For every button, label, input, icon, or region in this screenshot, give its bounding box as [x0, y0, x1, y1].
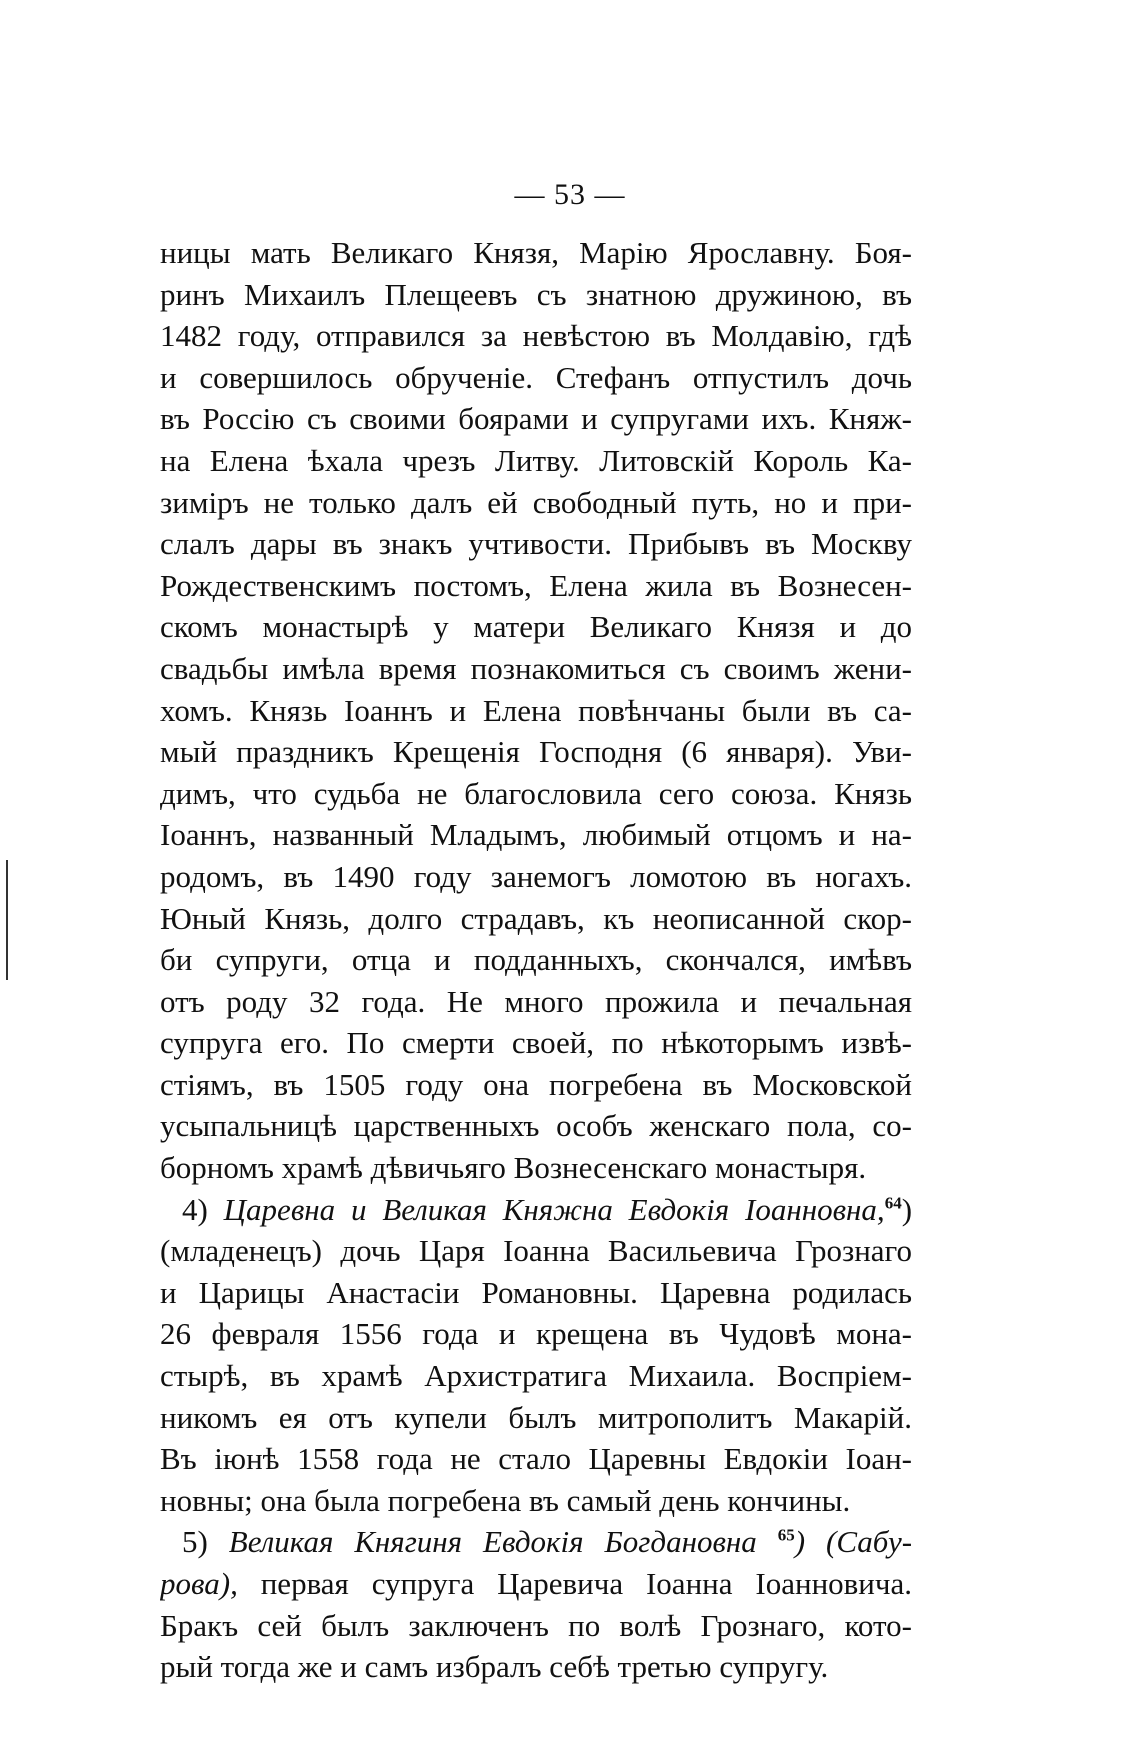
text-line: никомъ ея отъ купели былъ митрополитъ Макарій.	[160, 1399, 912, 1435]
paragraph-3-second-line	[160, 1563, 912, 1605]
footnote-marker: 64	[884, 1193, 902, 1213]
page-number: — 53 —	[514, 178, 626, 211]
text-line: отъ роду 32 года. Не много прожила и печальная	[160, 983, 912, 1019]
entry-title: Великая Княгиня Евдокія Богдановна	[228, 1524, 757, 1560]
text-line: Рождественскимъ постомъ, Елена жила въ Вознесен-	[160, 567, 912, 603]
paragraph-2	[160, 1189, 912, 1522]
paragraph-2-heading-line	[160, 1189, 912, 1231]
text-line: борномъ храмѣ дѣвичьяго Вознесенскаго монастыря.	[160, 1150, 867, 1186]
paragraph-3-heading-line	[160, 1521, 912, 1563]
text-line: въ Россію съ своими боярами и супругами ихъ. Княж-	[160, 401, 912, 437]
text-line: и совершилось обрученіе. Стефанъ отпустилъ дочь	[160, 359, 912, 395]
text-line: усыпальницѣ царственныхъ особъ женскаго пола, со-	[160, 1108, 912, 1144]
text-line: на Елена ѣхала чрезъ Литву. Литовскій Король Ка-	[160, 442, 912, 478]
text-line: Іоаннъ, названный Младымъ, любимый отцомъ и на-	[160, 817, 912, 853]
text-line: Въ іюнѣ 1558 года не стало Царевны Евдокіи Іоан-	[160, 1441, 912, 1477]
text-line: рый тогда же и самъ избралъ себѣ третью супругу.	[160, 1649, 829, 1685]
text-line: слалъ дары въ знакъ учтивости. Прибывъ въ Москву	[160, 526, 912, 562]
text-line: зиміръ не только далъ ей свободный путь, но и при-	[160, 484, 912, 520]
text-line: стіямъ, въ 1505 году она погребена въ Московской	[160, 1066, 912, 1102]
margin-mark-left	[6, 860, 8, 980]
text-line: родомъ, въ 1490 году занемогъ ломотою въ ногахъ.	[160, 858, 912, 894]
entry-title: Царевна и Великая Княжна Евдокія Іоанновна,	[223, 1191, 885, 1227]
text-line: 1482 году, отправился за невѣстою въ Молдавію, гдѣ	[160, 318, 912, 354]
text-line: Юный Князь, долго страдавъ, къ неописанной скор-	[160, 900, 912, 936]
paragraph-1	[160, 232, 912, 1189]
text-line: Бракъ сей былъ заключенъ по волѣ Грознаго, кото-	[160, 1607, 912, 1643]
text-line: стырѣ, въ храмѣ Архистратига Михаила. Воспріем-	[160, 1358, 912, 1394]
text-line: димъ, что судьба не благословила сего союза. Князь	[160, 775, 912, 811]
second-line-text: первая супруга Царевича Іоанна Іоанновича.	[237, 1566, 912, 1601]
text-line: скомъ монастырѣ у матери Великаго Князя и до	[160, 609, 912, 645]
text-line: новны; она была погребена въ самый день кончины.	[160, 1482, 851, 1518]
text-line: и Царицы Анастасіи Романовны. Царевна родилась	[160, 1274, 912, 1310]
heading-tail: )	[901, 1191, 912, 1227]
text-line: ницы мать Великаго Князя, Марію Ярославну. Боя-	[160, 235, 912, 270]
footnote-marker: 65	[777, 1526, 795, 1546]
text-line: би супруги, отца и подданныхъ, скончался, имѣвъ	[160, 942, 912, 978]
text-line: (младенецъ) дочь Царя Іоанна Васильевича Грознаго	[160, 1233, 912, 1269]
text-line: мый праздникъ Крещенія Господня (6 января). Уви-	[160, 734, 912, 770]
item-number: 5)	[182, 1524, 208, 1560]
text-line: ринъ Михаилъ Плещеевъ съ знатною дружиною, въ	[160, 276, 912, 312]
surname-tail: рова),	[160, 1566, 238, 1601]
body-text	[160, 232, 912, 1688]
text-line: 26 февраля 1556 года и крещена въ Чудовѣ мона-	[160, 1316, 912, 1352]
text-line: хомъ. Князь Іоаннъ и Елена повѣнчаны были въ са-	[160, 692, 912, 728]
paragraph-3	[160, 1521, 912, 1687]
text-line: супруга его. По смерти своей, по нѣкоторымъ извѣ-	[160, 1025, 912, 1061]
heading-tail: ) (Сабу-	[794, 1524, 912, 1560]
text-line: свадьбы имѣла время познакомиться съ своимъ жени-	[160, 650, 912, 686]
item-number: 4)	[182, 1191, 208, 1227]
